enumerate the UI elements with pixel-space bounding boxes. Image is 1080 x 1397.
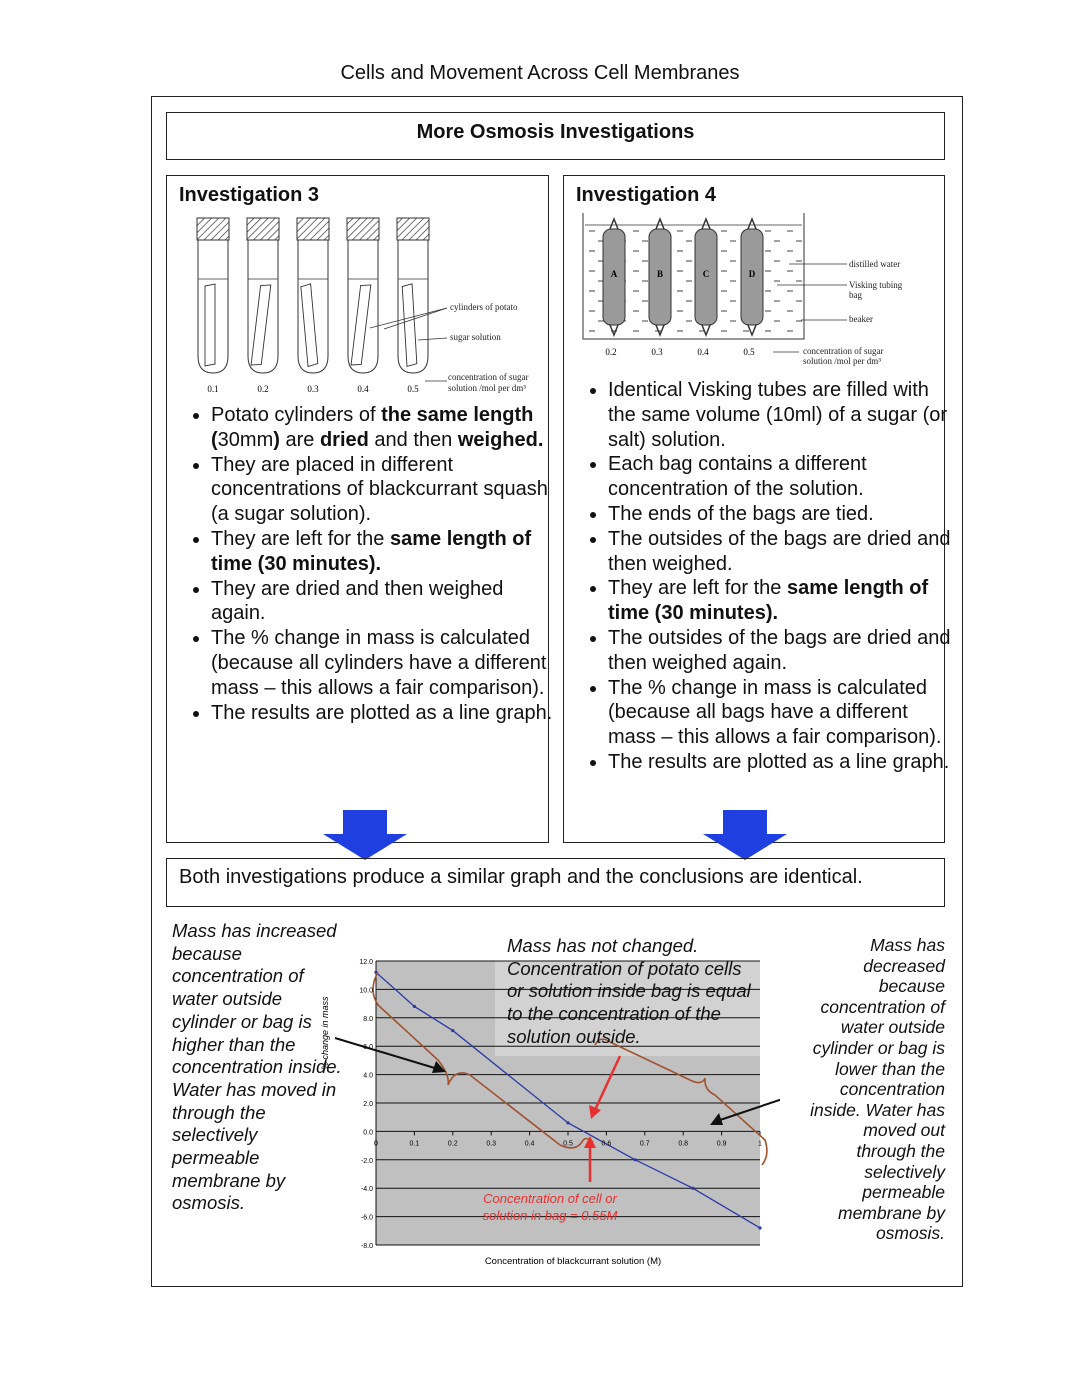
document-title: Cells and Movement Across Cell Membranes: [340, 62, 740, 84]
x-tick-label: 1: [758, 1140, 762, 1148]
step-text: dried: [319, 428, 369, 451]
investigation-3-steps: [167, 403, 556, 725]
y-tick-label: 10.0: [359, 987, 373, 995]
conc-label: 0.3: [651, 347, 663, 357]
tube-label: 0.2: [257, 384, 269, 394]
step-item: [608, 676, 953, 750]
bag-label: C: [702, 269, 710, 279]
step-text: They are placed in different concentrations of blackcurrant squash (a sugar solution).: [211, 453, 548, 526]
y-tick-label: -6.0: [360, 1214, 373, 1222]
annotation-mass-decreased: Mass has decreased because concentration of water outside cylinder or bag is lower than the concentration inside. Water has moved out through the selectively permeable membrane by osmosis.: [810, 935, 945, 1244]
y-tick-label: 12.0: [359, 959, 373, 966]
step-item: [211, 701, 556, 726]
conc-label: 0.5: [743, 347, 755, 357]
conc-label: 0.2: [605, 347, 617, 357]
label-conc-1: concentration of sugar: [803, 346, 884, 356]
stopper: [297, 218, 329, 240]
section-title: More Osmosis Investigations: [416, 121, 695, 143]
potato-cylinder: [299, 284, 319, 367]
step-item: [211, 453, 556, 527]
y-tick-label: 2.0: [363, 1101, 373, 1108]
stopper: [247, 218, 279, 240]
x-tick-label: 0.5: [563, 1140, 573, 1148]
investigation-4-panel: [563, 175, 951, 843]
tube-label: 0.3: [307, 384, 319, 394]
conc-label: 0.4: [697, 347, 709, 357]
test-tubes-diagram: [192, 216, 552, 401]
step-text: are: [279, 428, 320, 451]
investigation-4-title: Investigation 4: [576, 184, 717, 206]
label-sugar-solution: sugar solution: [450, 332, 501, 342]
x-tick-label: 0.8: [678, 1140, 689, 1148]
step-text: They are dried and then weighed again.: [211, 577, 504, 625]
y-tick-label: -8.0: [360, 1243, 373, 1250]
label-conc-1: concentration of sugar: [448, 372, 529, 382]
data-point: [451, 1029, 454, 1032]
y-tick-label: 0.0: [363, 1129, 373, 1137]
step-text: weighed.: [457, 428, 544, 451]
label-distilled-water: distilled water: [849, 259, 901, 269]
x-tick-label: 0.4: [524, 1140, 535, 1148]
y-tick-label: -2.0: [360, 1157, 373, 1165]
step-text: Each bag contains a different concentration of the solution.: [608, 453, 867, 501]
label-beaker: beaker: [849, 314, 873, 324]
potato-cylinder: [349, 284, 372, 367]
bag-label: A: [610, 269, 618, 279]
step-text: The % change in mass is calculated (because all cylinders have a different mass – this allows a fair comparison).: [211, 627, 547, 699]
data-point: [566, 1121, 569, 1124]
step-item: [608, 626, 953, 676]
y-tick-label: 4.0: [363, 1072, 373, 1080]
tube-label: 0.1: [207, 384, 219, 394]
x-tick-label: 0.7: [639, 1140, 650, 1148]
step-text: The outsides of the bags are dried and then weighed.: [608, 527, 951, 575]
step-text: 30mm: [217, 428, 274, 451]
annotation-mass-increased: Mass has increased because concentration of water outside cylinder or bag is higher than the concentration inside. Water has moved in through the selectively permeable membrane by osmosis.: [172, 920, 342, 1214]
step-text: same length of time (30 minutes).: [608, 577, 929, 625]
stopper: [347, 218, 379, 240]
stopper: [197, 218, 229, 240]
label-cylinders: cylinders of potato: [450, 302, 518, 312]
red-annotation-1: Concentration of cell or: [483, 1191, 617, 1206]
step-text: The results are plotted as a line graph.: [211, 701, 553, 724]
step-text: The % change in mass is calculated (because all bags have a different mass – this allows a fair comparison).: [608, 676, 942, 749]
step-item: [608, 378, 953, 452]
x-tick-label: 0.3: [486, 1140, 497, 1148]
step-text: The results are plotted as a line graph.: [608, 750, 950, 773]
stopper: [397, 218, 429, 240]
tube-label: 0.5: [407, 384, 419, 394]
step-item: [608, 502, 953, 527]
down-arrow-icon: [323, 810, 407, 860]
potato-cylinder: [205, 284, 215, 366]
investigation-4-steps: [564, 378, 953, 775]
step-item: [608, 750, 953, 775]
summary-text: Both investigations produce a similar graph and the conclusions are identical.: [179, 866, 863, 888]
potato-cylinder: [401, 284, 417, 367]
y-tick-label: 8.0: [363, 1015, 373, 1023]
step-item: [211, 527, 556, 577]
step-item: [608, 452, 953, 502]
summary-box: [166, 858, 945, 907]
step-text: They are left for the: [608, 577, 787, 600]
data-point: [413, 1005, 416, 1008]
bag-label: D: [748, 269, 756, 279]
down-arrow-icon: [703, 810, 787, 860]
step-text: The ends of the bags are tied.: [608, 502, 874, 525]
x-axis-label: Concentration of blackcurrant solution (M): [484, 1256, 662, 1267]
step-text: the same length (: [211, 404, 534, 451]
step-text: Identical Visking tubes are filled with the same volume (10ml) of a sugar (or salt) solution.: [608, 379, 948, 451]
step-item: [211, 577, 556, 627]
y-tick-label: -4.0: [360, 1186, 373, 1194]
x-tick-label: 0.9: [716, 1140, 727, 1148]
investigation-3-title: Investigation 3: [179, 184, 320, 206]
x-tick-label: 0.6: [601, 1140, 612, 1148]
label-conc-2: solution /mol per dm³: [448, 383, 526, 393]
potato-cylinder: [249, 284, 272, 367]
step-text: same length of time (30 minutes).: [211, 527, 532, 575]
step-item: [608, 527, 953, 577]
y-axis-label: % change in mass: [320, 996, 330, 1070]
annotation-mass-unchanged: Mass has not changed. Concentration of potato cells or solution inside bag is equal to the concentration of the solution outside.: [507, 935, 751, 1047]
x-tick-label: 0.2: [447, 1140, 458, 1148]
step-item: [211, 626, 556, 700]
tube-label: 0.4: [357, 384, 369, 394]
step-text: They are left for the: [211, 527, 390, 550]
investigation-3-panel: [166, 175, 553, 843]
step-item: [211, 403, 556, 453]
x-tick-label: 0: [374, 1140, 378, 1148]
red-annotation-2: solution in bag = 0.55M: [482, 1208, 618, 1223]
label-conc-2: solution /mol per dm³: [803, 356, 881, 366]
label-bag-2: bag: [849, 290, 862, 300]
y-tick-label: 6.0: [363, 1044, 373, 1052]
data-point: [691, 1187, 694, 1190]
step-text: The outsides of the bags are dried and then weighed again.: [608, 626, 951, 674]
visking-tubing-diagram: [581, 211, 941, 371]
x-tick-label: 0.1: [409, 1140, 420, 1148]
step-text: ): [273, 428, 280, 451]
section-title-box: [166, 112, 945, 160]
step-text: and then: [368, 428, 458, 451]
bag-label: B: [656, 269, 664, 279]
step-item: [608, 576, 953, 626]
label-bag-1: Visking tubing: [849, 280, 903, 290]
data-point: [758, 1226, 761, 1229]
data-point: [634, 1158, 637, 1161]
step-text: Potato cylinders of: [211, 404, 382, 426]
